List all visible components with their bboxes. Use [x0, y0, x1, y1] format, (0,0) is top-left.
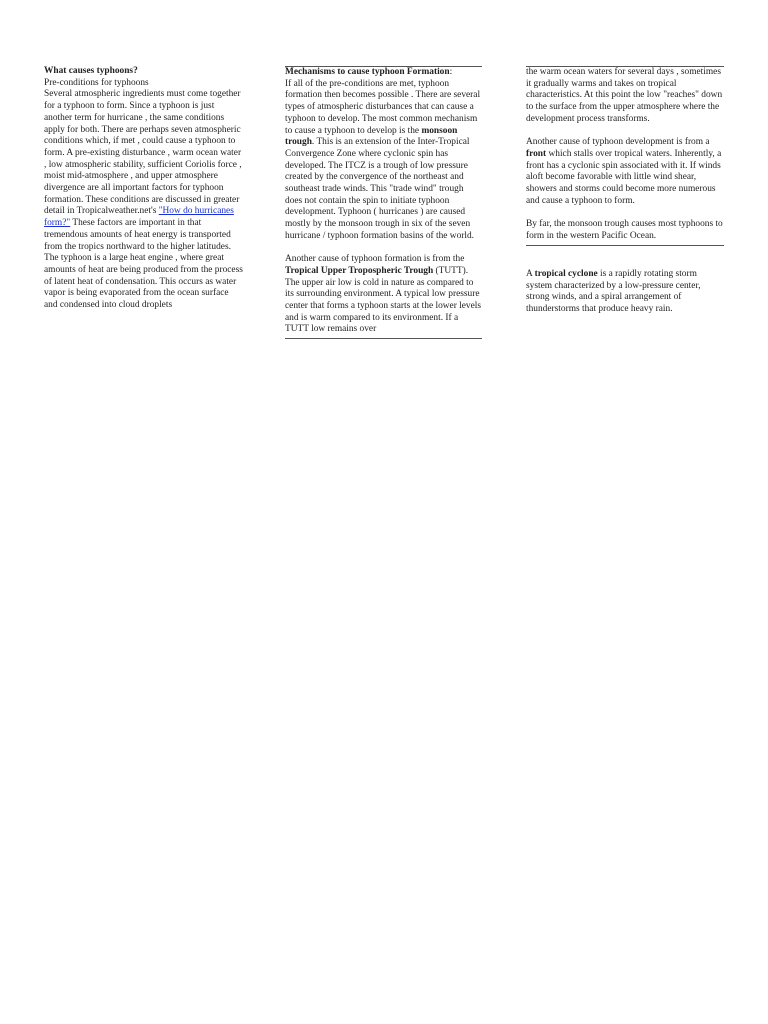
heading-what-causes-typhoons: What causes typhoons? — [44, 66, 138, 76]
term-tropical-cyclone: tropical cyclone — [534, 268, 598, 279]
paragraph-tutt: Another cause of typhoon formation is from the Tropical Upper Tropospheric Trough (TUTT). The upper air low is cold in nature as compared to its surrounding environment. A typical low pressure center that forms a typhoon starts at the lower levels and is warm compared to its environment. If a TUTT low remains over — [285, 254, 482, 339]
text-before-link: Several atmospheric ingredients must come together for a typhoon to form. Since a typhoon is just another term for hurricane , the same conditions apply for both. There are perhaps seven atmospheric conditions which, if met , could cause a typhoon to form. A pre-existing disturbance , warm ocean water , low atmospheric stability, sufficient Coriolis force , moist mid-atmosphere , and upper atmosphere divergence are all important factors for typhoon formation. These conditions are discussed in greater detail in Tropicalweather.net's — [44, 89, 242, 217]
paragraph-summary: By far, the monsoon trough causes most typhoons to form in the western Pacific Ocean. — [526, 219, 724, 245]
column-development — [526, 66, 724, 316]
term-front: front — [526, 148, 547, 159]
paragraph-tutt-continued: the warm ocean waters for several days , sometimes it gradually warms and takes on tropical characteristics. At this point the low "reaches" down to the surface from the upper atmosphere where the development process transforms. — [526, 67, 723, 124]
paragraph-preconditions — [44, 89, 244, 311]
how-do-hurricanes-form-link[interactable]: "How do hurricanes form?" — [44, 206, 234, 229]
text-after-link: These factors are important in that tremendous amounts of heat energy is transported from the tropics northward to the higher latitudes. The typhoon is a large heat engine , where great amounts of heat are being produced from the process of latent heat of condensation. This occurs as water vapor is being evaporated from the ocean surface and condensed into cloud droplets — [44, 218, 243, 311]
subheading-preconditions: Pre-conditions for typhoons — [44, 77, 149, 88]
column-mechanisms — [285, 66, 482, 339]
paragraph-front: Another cause of typhoon development is from a front which stalls over tropical waters. Inherently, a front has a cyclonic spin associated with it. If winds aloft become favorable with little wind shear, showers and storms could become more numerous and cause a typhoon to form. — [526, 137, 722, 206]
column-causes — [44, 66, 244, 312]
term-tutt: Tropical Upper Tropospheric Trough — [285, 265, 434, 276]
heading-mechanisms: Mechanisms to cause typhoon Formation: — [285, 67, 453, 77]
paragraph-tropical-cyclone-definition: A tropical cyclone is a rapidly rotating storm system characterized by a low-pressure center, strong winds, and a spiral arrangement of thunderstorms that produce heavy rain. — [526, 268, 701, 314]
term-monsoon-trough: monsoon trough — [285, 125, 458, 148]
paragraph-monsoon-trough: If all of the pre-conditions are met, typhoon formation then becomes possible . There are several types of atmospheric disturbances that can cause a typhoon to develop. The most common mechanism to cause a typhoon to develop is the monsoon trough. This is an extension of the Inter-Tropical Convergence Zone where cyclonic spin has developed. The ITCZ is a trough of low pressure created by the convergence of the northeast and southeast trade winds. This "trade wind" trough does not contain the spin to initiate typhoon development. Typhoon ( hurricanes ) are caused mostly by the monsoon trough in six of the seven hurricane / typhoon formation basins of the world. — [285, 78, 481, 241]
